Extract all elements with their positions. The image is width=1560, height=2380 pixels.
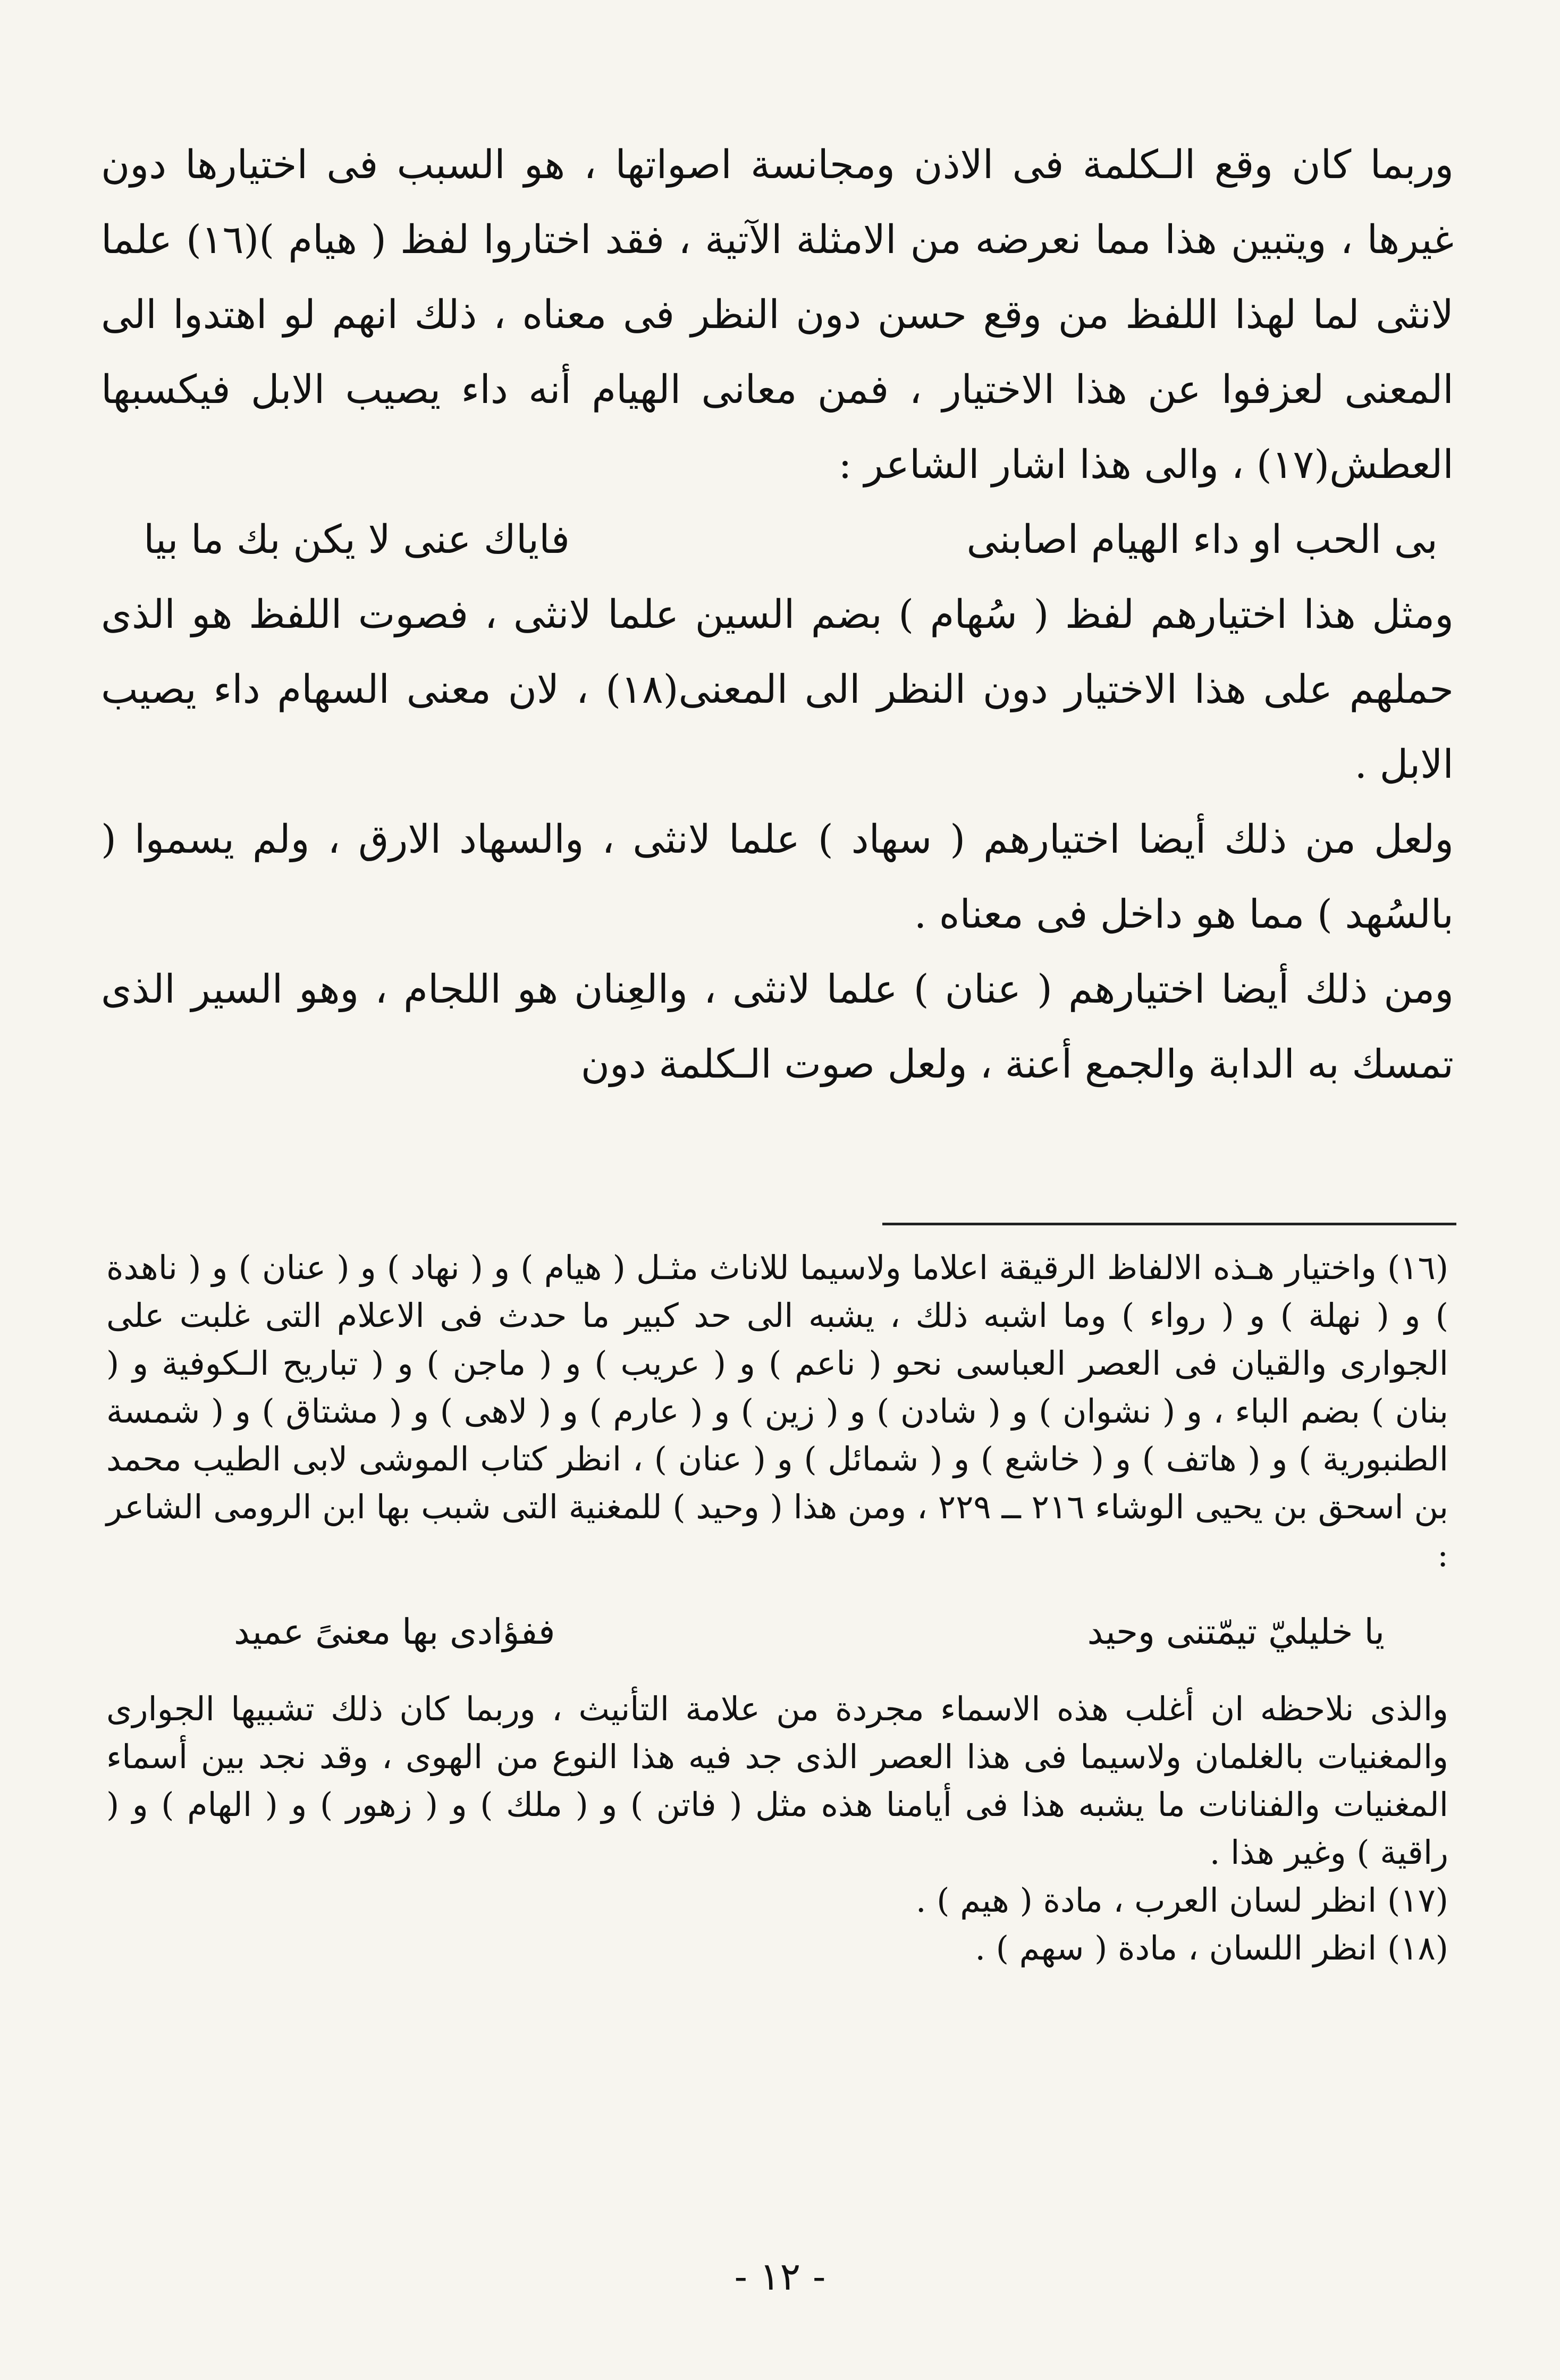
verse-hemistich-left: ففؤادى بها معنىً عميد (234, 1611, 555, 1652)
footnote-17: (١٧) انظر لسان العرب ، مادة ( هيم ) . (915, 1881, 1448, 1920)
verse (101, 502, 1454, 577)
footnotes (106, 1244, 1448, 1972)
footnote-16-continued: والذى نلاحظه ان أغلب هذه الاسماء مجردة من علامة التأنيث ، وربما كان ذلك تشبيها الجوارى والمغنيات بالغلمان ولاسيما فى هذا العصر الذى جد فيه هذا النوع من الهوى ، وقد نجد بين أسماء المغنيات والفنانات ما يشبه هذا فى أيامنا هذه مثل ( فاتن ) و ( ملك ) و ( زهور ) و ( الهام ) و ( راقية ) وغير هذا . (106, 1689, 1448, 1872)
verse-hemistich-right: يا خليليّ تيمّتنى وحيد (1087, 1611, 1385, 1652)
verse-hemistich-left: فاياك عنى لا يكن بك ما بيا (144, 517, 570, 562)
footnote-16: (١٦) واختيار هـذه الالفاظ الرقيقة اعلاما ولاسيما للاناث مثـل ( هيام ) و ( نهاد ) و ( عنان ) و ( ناهدة ) و ( نهلة ) و ( رواء ) وما اشبه ذلك ، يشبه الى حد كبير ما حدث فى الاعلام التى غلبت على الجوارى والقيان فى العصر العباسى نحو ( ناعم ) و ( عريب ) و ( ماجن ) و ( تباريح الـكوفية و ( بنان ) بضم الباء ، و ( نشوان ) و ( شادن ) و ( زين ) و ( عارم ) و ( لاهى ) و ( مشتاق ) و ( شمسة الطنبورية ) و ( هاتف ) و ( خاشع ) و ( شمائل ) و ( عنان ) ، انظر كتاب الموشى لابى الطيب محمد بن اسحق بن يحيى الوشاء ٢١٦ ــ ٢٢٩ ، ومن هذا ( وحيد ) للمغنية التى شبب بها ابن الرومى الشاعر : (106, 1248, 1449, 1574)
paragraph: ولعل من ذلك أيضا اختيارهم ( سهاد ) علما لانثى ، والسهاد الارق ، ولم يسموا ( بالسُهد ) مما هو داخل فى معناه . (101, 817, 1454, 937)
footnote-18: (١٨) انظر اللسان ، مادة ( سهم ) . (975, 1929, 1448, 1967)
paragraph: وربما كان وقع الـكلمة فى الاذن ومجانسة اصواتها ، هو السبب فى اختيارها دون غيرها ، ويتبين هذا مما نعرضه من الامثلة الآتية ، فقد اختاروا لفظ ( هيام )(١٦) علما لانثى لما لهذا اللفظ من وقع حسن دون النظر فى معناه ، ذلك انهم لو اهتدوا الى المعنى لعزفوا عن هذا الاختيار ، فمن معانى الهيام أنه داء يصيب الابل فيكسبها العطش(١٧) ، والى هذا اشار الشاعر : (101, 142, 1454, 487)
main-text (101, 128, 1454, 1102)
verse-hemistich-right: بى الحب او داء الهيام اصابنى (966, 517, 1438, 562)
footnote-divider (882, 1223, 1456, 1225)
paragraph: ومثل هذا اختيارهم لفظ ( سُهام ) بضم السين علما لانثى ، فصوت اللفظ هو الذى حملهم على هذا الاختيار دون النظر الى المعنى(١٨) ، لان معنى السهام داء يصيب الابل . (101, 592, 1454, 787)
footnote-verse (106, 1579, 1448, 1685)
page-number: - ١٢ - (734, 2254, 826, 2299)
paragraph: ومن ذلك أيضا اختيارهم ( عنان ) علما لانثى ، والعِنان هو اللجام ، وهو السير الذى تمسك به الدابة والجمع أعنة ، ولعل صوت الـكلمة دون (101, 966, 1454, 1087)
